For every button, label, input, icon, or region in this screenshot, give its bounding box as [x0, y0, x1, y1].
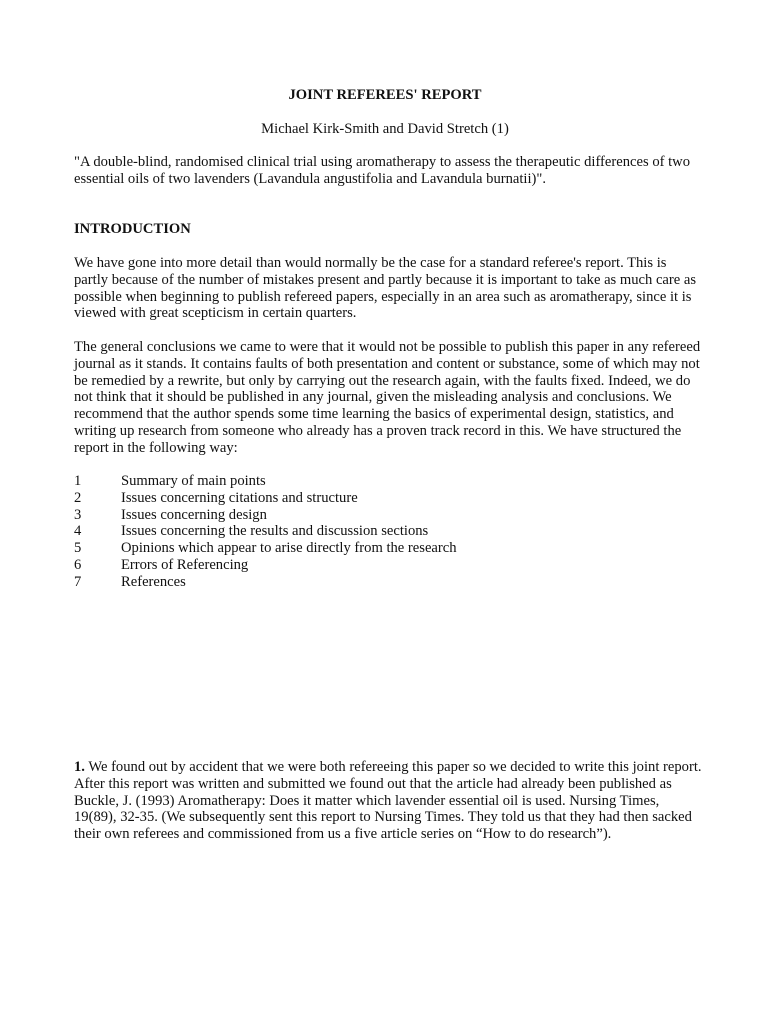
- list-item: [74, 490, 457, 507]
- intro-paragraph-1: We have gone into more detail than would normally be the case for a standard referee's report. This is partly because of the number of mistakes present and partly because it is important to take as much care as possible when beginning to publish refereed papers, especially in an area such as aromatherapy, since it is viewed with great scepticism in certain quarters.: [74, 255, 697, 322]
- list-item-label: References: [121, 573, 186, 590]
- document-authors: Michael Kirk-Smith and David Stretch (1): [261, 121, 509, 137]
- paper-title-quote: "A double-blind, randomised clinical trial using aromatherapy to assess the therapeutic differences of two essential oils of two lavenders (Lavandula angustifolia and Lavandula burnatii)".: [74, 154, 691, 187]
- list-item-label: Issues concerning the results and discussion sections: [121, 523, 429, 540]
- list-item-label: Issues concerning citations and structure: [121, 489, 358, 506]
- list-item: [74, 574, 457, 591]
- list-item-label: Issues concerning design: [121, 506, 267, 523]
- list-item-number: 1: [74, 473, 82, 489]
- footnote-mark: 1.: [74, 759, 85, 775]
- list-item-number: 5: [74, 540, 82, 557]
- list-item-number: 6: [74, 556, 82, 573]
- list-item-number: 3: [74, 506, 82, 523]
- list-item: [74, 557, 457, 574]
- list-item-number: 2: [74, 489, 82, 506]
- document-title: JOINT REFEREES' REPORT: [288, 87, 482, 103]
- report-structure-list: [74, 473, 457, 591]
- list-item-label: Summary of main points: [121, 473, 266, 489]
- list-item: [74, 523, 457, 540]
- list-item-label: Opinions which appear to arise directly from the research: [121, 540, 457, 557]
- intro-paragraph-2: The general conclusions we came to were that it would not be possible to publish this paper in any refereed journal as it stands. It contains faults of both presentation and content or substance, some of which may not be remedied by a rewrite, but only by carrying out the research again, with the faults fixed. Indeed, we do not think that it should be published in any journal, given the misleading analysis and conclusions. We recommend that the author spends some time learning the basics of experimental design, statistics, and writing up research from someone who already has a proven track record in this. We have structured the report in the following way:: [74, 339, 701, 456]
- section-heading-introduction: INTRODUCTION: [74, 221, 191, 237]
- list-item-number: 7: [74, 573, 82, 590]
- document-page: [74, 0, 702, 1024]
- list-item: [74, 473, 457, 490]
- list-item-number: 4: [74, 523, 82, 540]
- list-item: [74, 507, 457, 524]
- list-item-label: Errors of Referencing: [121, 556, 249, 573]
- list-item: [74, 540, 457, 557]
- footnote-1: [74, 759, 704, 843]
- footnote-text: We found out by accident that we were both refereeing this paper so we decided to write this joint report. After this report was written and submitted we found out that the article had already been published as Buckle, J. (1993) Aromatherapy: Does it matter which lavender essential oil is used. Nursing Times, 19(89), 32-35. (We subsequently sent this report to Nursing Times. They told us that they had then sacked their own referees and commissioned from us a five article series on “How to do research”).: [74, 759, 702, 843]
